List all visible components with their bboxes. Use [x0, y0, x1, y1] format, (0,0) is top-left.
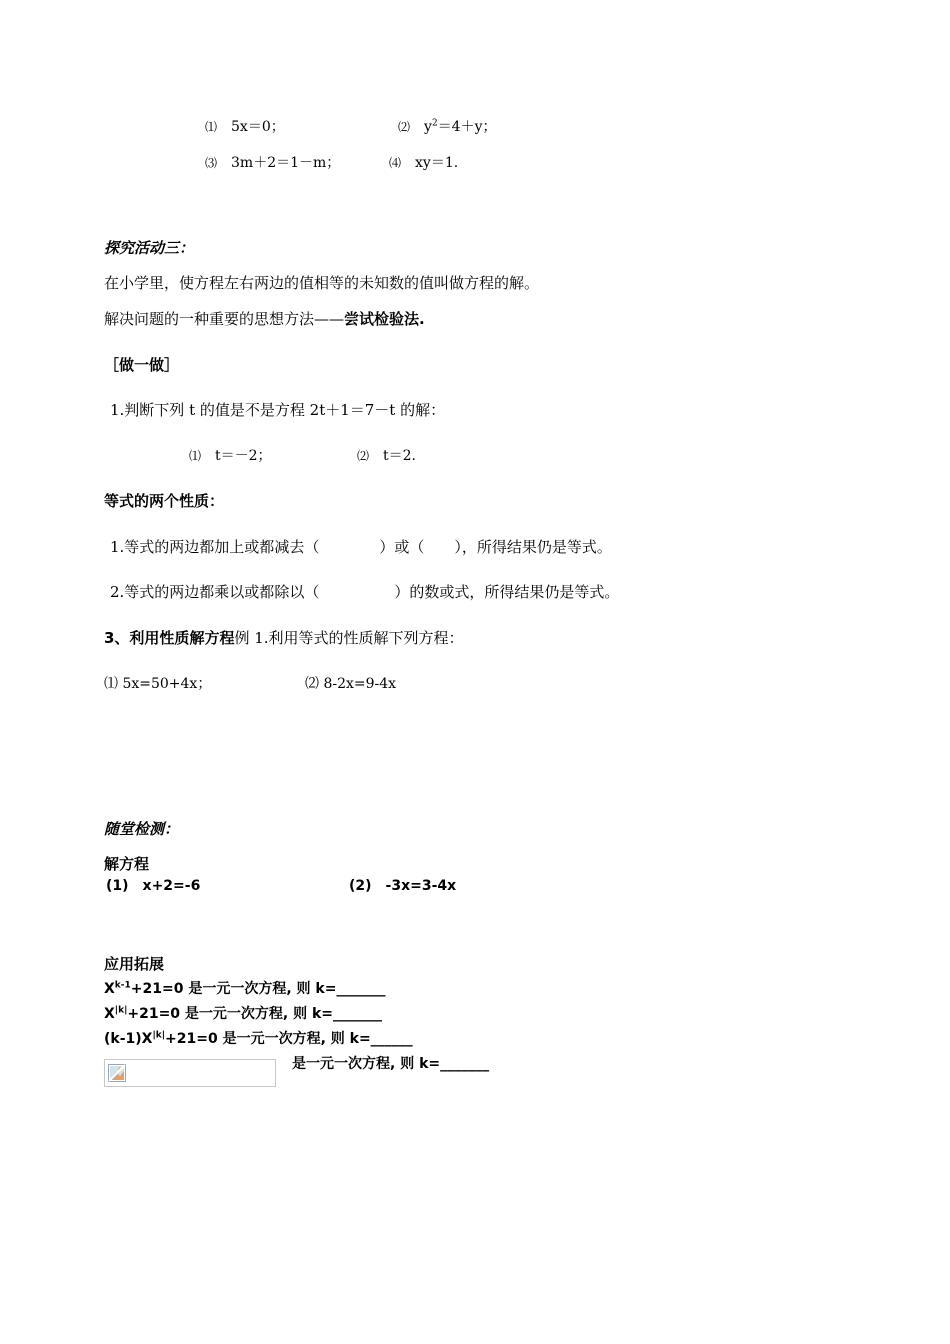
item-number: ⑵	[398, 120, 411, 134]
term-base: (k-1)X	[104, 1031, 153, 1047]
broken-image-icon	[108, 1064, 126, 1082]
exercise-item-1	[205, 116, 285, 136]
option-number: ⑴	[189, 449, 202, 463]
equation-rest: ＝4＋y；	[437, 119, 497, 135]
extension-line-1	[104, 978, 385, 998]
do-it-option-1	[189, 445, 272, 465]
activity3-method	[104, 308, 425, 329]
term-rest: +21=0 是一元一次方程, 则 k=_______	[127, 1006, 383, 1022]
term-rest: +21=0 是一元一次方程, 则 k=_______	[130, 981, 386, 997]
quiz-equation-1: (1) x+2=-6	[106, 878, 201, 894]
property-1: 1.等式的两边都加上或都减去（ ）或（ ），所得结果仍是等式。	[110, 538, 612, 556]
equation: xy＝1.	[415, 155, 459, 171]
quiz-title: 随堂检测：	[104, 820, 180, 838]
exercise-item-4	[389, 152, 458, 172]
extension-title: 应用拓展	[104, 955, 165, 973]
example-heading-text: 例 1.利用等式的性质解下列方程：	[234, 629, 464, 647]
property-2: 2.等式的两边都乘以或都除以（ ）的数或式，所得结果仍是等式。	[110, 583, 620, 601]
equation-exponent: 2	[431, 118, 438, 129]
option-text: t＝－2；	[215, 448, 272, 464]
method-name: 尝试检验法.	[344, 310, 425, 328]
term-exponent: k-1	[114, 980, 131, 991]
quiz-equation-2: (2) -3x=3-4x	[349, 878, 457, 894]
method-prefix: 解决问题的一种重要的思想方法——	[104, 310, 345, 328]
option-number: ⑵	[357, 449, 370, 463]
term-exponent: |k|	[152, 1030, 166, 1041]
example-heading-bold: 3、利用性质解方程	[104, 629, 235, 647]
example-equation-2: ⑵ 8-2x=9-4x	[305, 676, 397, 692]
item-number: ⑷	[389, 156, 402, 170]
extension-line-3	[104, 1028, 413, 1048]
term-exponent: |k|	[114, 1005, 128, 1016]
term-base: X	[104, 981, 115, 997]
equation: 5x＝0；	[231, 119, 285, 135]
equation-base: y	[424, 119, 432, 135]
exercise-item-2	[398, 116, 497, 136]
extension-line-4: 是一元一次方程, 则 k=_______	[292, 1056, 490, 1072]
term-base: X	[104, 1006, 115, 1022]
quiz-subtitle: 解方程	[104, 855, 150, 873]
equation: 3m＋2＝1－m；	[231, 155, 341, 171]
exercise-item-3	[205, 152, 340, 172]
item-number: ⑶	[205, 156, 218, 170]
term-rest: +21=0 是一元一次方程, 则 k=______	[165, 1031, 413, 1047]
extension-line-2	[104, 1003, 382, 1023]
example-equation-1: ⑴ 5x=50+4x；	[104, 676, 212, 692]
option-text: t＝2.	[383, 448, 416, 464]
do-it-question: 1.判断下列 t 的值是不是方程 2t＋1＝7－t 的解：	[110, 401, 446, 419]
properties-title: 等式的两个性质：	[104, 492, 225, 510]
activity3-definition: 在小学里，使方程左右两边的值相等的未知数的值叫做方程的解。	[104, 274, 540, 292]
activity3-title: 探究活动三：	[104, 239, 195, 257]
do-it-title: ［做一做］	[104, 356, 180, 374]
do-it-option-2	[357, 445, 416, 465]
item-number: ⑴	[205, 120, 218, 134]
broken-image-placeholder	[104, 1059, 276, 1087]
example-heading	[104, 627, 464, 648]
